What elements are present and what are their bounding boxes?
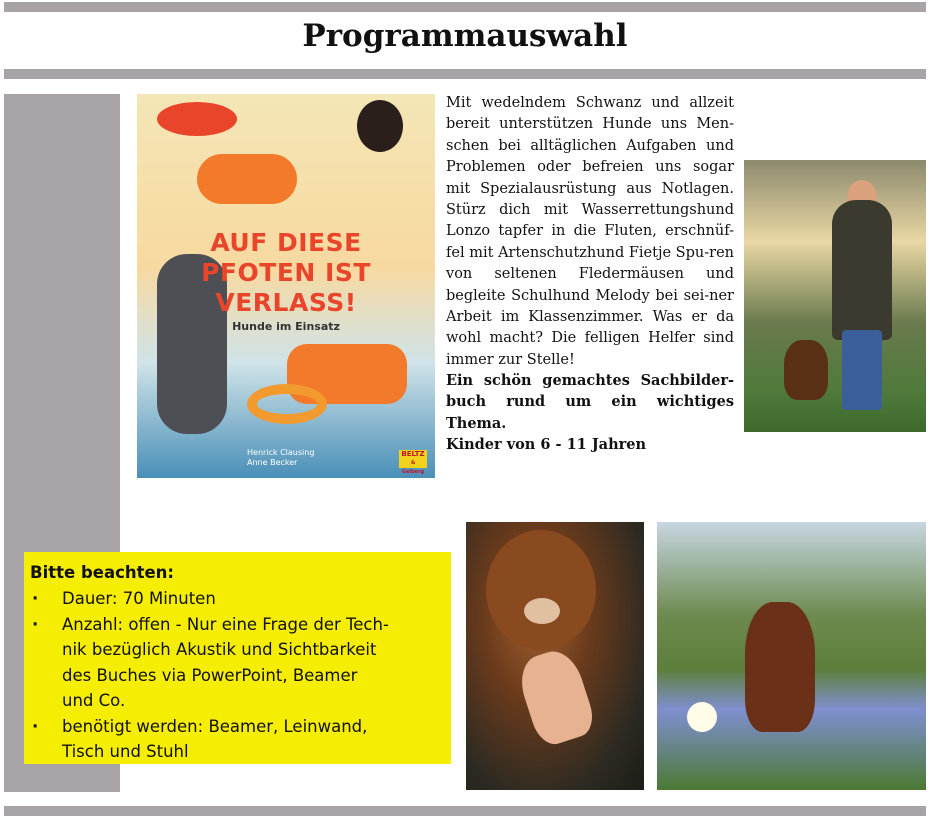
dog-head xyxy=(486,530,596,650)
cover-subtitle: Hunde im Einsatz xyxy=(232,320,340,333)
cover-title-line: PFOTEN IST xyxy=(201,258,371,287)
cover-title-line: AUF DIESE xyxy=(210,228,362,257)
notice-line: · Dauer: 70 Minuten xyxy=(62,589,216,608)
book-cover-image xyxy=(137,94,435,478)
top-divider-bar xyxy=(4,2,926,12)
notice-line: · Anzahl: offen - Nur eine Frage der Tech- xyxy=(62,614,389,634)
dog-snout xyxy=(524,598,560,624)
dog-shape xyxy=(784,340,828,400)
author-with-dog-photo xyxy=(744,160,926,432)
page-title: Programmauswahl xyxy=(302,18,628,54)
notice-line: des Buches via PowerPoint, Beamer xyxy=(62,665,358,685)
book-description: Mit wedelndem Schwanz und allzeit bereit unterstützen Hunde uns Men-schen bei alltäglichen Aufgaben und Problemen oder befreien uns sogar mit Spezialausrüstung aus Notlagen. Stürz dich mit Wasserrettungshund Lonzo tapfer in die Fluten, erschnüf-fel mit Artenschutzhund Fietje Spu-ren von seltenen Fledermäusen und begleite Schulhund Melody bei sei-ner Arbeit im Klassenzimmer. Was er da wohl macht? Die felligen Helfer sind immer zur Stelle! xyxy=(446,95,734,368)
notice-item xyxy=(30,586,443,612)
person-legs xyxy=(842,330,882,410)
helicopter-illustration xyxy=(157,102,237,136)
cover-title-line: VERLASS! xyxy=(215,288,357,317)
hand-shape xyxy=(514,645,599,749)
notice-line: und Co. xyxy=(62,691,126,710)
cover-author: Henrick Clausing xyxy=(247,448,315,457)
cover-author: Anne Becker xyxy=(247,458,298,467)
cover-title xyxy=(137,228,435,318)
book-highlight: Ein schön gemachtes Sachbilder-buch rund um ein wichtiges Thema. xyxy=(446,372,734,432)
notice-item xyxy=(30,714,443,765)
notice-line: · benötigt werden: Beamer, Leinwand, xyxy=(62,716,368,736)
notice-box xyxy=(24,552,451,764)
dog-giving-paw-photo xyxy=(466,522,644,790)
person-body xyxy=(832,200,892,340)
age-group: Kinder von 6 - 11 Jahren xyxy=(446,436,647,453)
title-divider-bar xyxy=(4,69,926,79)
publisher-line: BELTZ xyxy=(401,450,425,458)
notice-title: Bitte beachten: xyxy=(30,563,175,582)
notice-list xyxy=(30,586,443,765)
girl-illustration xyxy=(357,100,403,152)
cover-authors xyxy=(247,448,314,468)
bottom-divider-bar xyxy=(4,806,926,816)
notice-line: nik bezüglich Akustik und Sichtbarkeit xyxy=(62,640,377,659)
publisher-line: & Gelberg xyxy=(401,460,425,475)
notice-line: Tisch und Stuhl xyxy=(62,742,189,761)
dog-in-meadow-photo xyxy=(657,522,926,790)
publisher-logo xyxy=(399,450,427,475)
flower-shape xyxy=(687,702,717,732)
dog-shape xyxy=(745,602,815,732)
dog-illustration xyxy=(197,154,297,204)
lifebuoy-illustration xyxy=(247,384,327,424)
notice-item xyxy=(30,612,443,714)
